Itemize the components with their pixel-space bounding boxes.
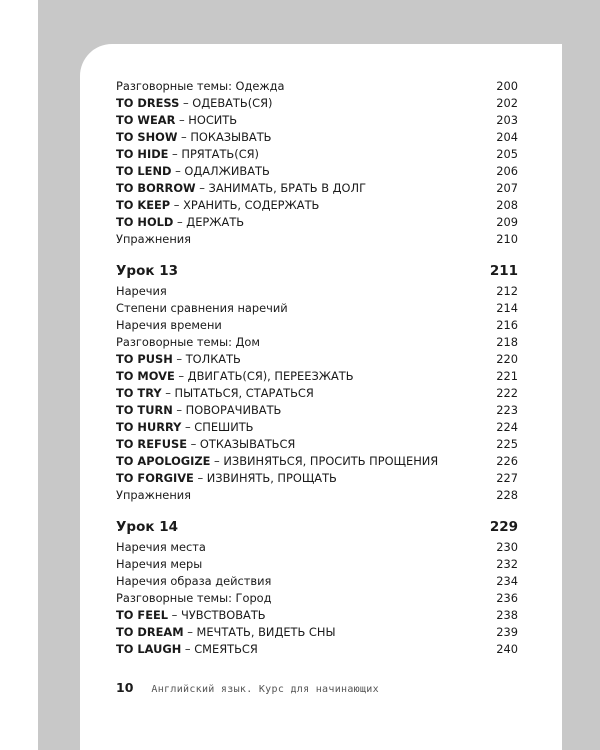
toc-entry-page-number: 223	[496, 403, 518, 417]
toc-entry-page-number: 204	[496, 130, 518, 144]
toc-entry[interactable]	[116, 590, 518, 607]
toc-entry[interactable]	[116, 283, 518, 300]
lesson-page-number: 229	[489, 519, 518, 535]
verb-term: TO LAUGH	[116, 642, 182, 656]
toc-entry[interactable]	[116, 573, 518, 590]
verb-term: TO DRESS	[116, 96, 180, 110]
verb-translation: – СМЕЯТЬСЯ	[181, 642, 258, 656]
toc-entry-page-number: 216	[496, 318, 518, 332]
toc-entry-page-number: 214	[496, 301, 518, 315]
toc-entry-page-number: 200	[496, 79, 518, 93]
toc-entry-page-number: 234	[496, 574, 518, 588]
toc-entry[interactable]	[116, 317, 518, 334]
verb-term: TO DREAM	[116, 625, 184, 639]
toc-entry[interactable]	[116, 556, 518, 573]
toc-entry[interactable]	[116, 146, 518, 163]
toc-entry[interactable]	[116, 300, 518, 317]
toc-entry-page-number: 206	[496, 164, 518, 178]
toc-entry-page-number: 212	[496, 284, 518, 298]
toc-entry-title: Наречия времени	[116, 318, 222, 332]
verb-term: TO FORGIVE	[116, 471, 194, 485]
verb-translation: – ОДЕВАТЬ(СЯ)	[179, 96, 273, 110]
toc-entry-page-number: 224	[496, 420, 518, 434]
toc-entry[interactable]	[116, 129, 518, 146]
toc-entry-page-number: 232	[496, 557, 518, 571]
toc-entry[interactable]	[116, 624, 518, 641]
toc-entry-page-number: 238	[496, 608, 518, 622]
verb-translation: – НОСИТЬ	[175, 113, 238, 127]
verb-term: TO BORROW	[116, 181, 196, 195]
toc-entry-title	[116, 214, 244, 231]
toc-entry-page-number: 202	[496, 96, 518, 110]
toc-entry[interactable]	[116, 180, 518, 197]
toc-entry-title: Упражнения	[116, 488, 192, 502]
verb-term: TO APOLOGIZE	[116, 454, 211, 468]
verb-term: TO PUSH	[116, 352, 173, 366]
toc-entry-page-number: 221	[496, 369, 518, 383]
toc-entry-title	[116, 129, 272, 146]
verb-term: TO LEND	[116, 164, 172, 178]
footer-book-title: Английский язык. Курс для начинающих	[151, 684, 379, 695]
toc-entry[interactable]	[116, 470, 518, 487]
verb-translation: – ИЗВИНЯТЬ, ПРОЩАТЬ	[193, 471, 337, 485]
toc-entry[interactable]	[116, 607, 518, 624]
toc-entry-title	[116, 453, 438, 470]
toc-entry[interactable]	[116, 436, 518, 453]
toc-entry-title: Наречия образа действия	[116, 574, 272, 588]
toc-entry[interactable]	[116, 214, 518, 231]
toc-entry[interactable]	[116, 351, 518, 368]
toc-entry-title	[116, 419, 254, 436]
verb-term: TO HOLD	[116, 215, 174, 229]
toc-entry-page-number: 209	[496, 215, 518, 229]
toc-entry-title: Наречия меры	[116, 557, 203, 571]
toc-entry-title	[116, 351, 241, 368]
verb-translation: – ЗАНИМАТЬ, БРАТЬ В ДОЛГ	[195, 181, 367, 195]
toc-entry[interactable]	[116, 231, 518, 248]
toc-entry-title: Степени сравнения наречий	[116, 301, 288, 315]
toc-entry[interactable]	[116, 487, 518, 504]
toc-entry-page-number: 203	[496, 113, 518, 127]
verb-translation: – ОДАЛЖИВАТЬ	[171, 164, 270, 178]
toc-entry-title	[116, 197, 319, 214]
toc-entry-page-number: 236	[496, 591, 518, 605]
table-of-contents	[116, 78, 518, 658]
lesson-page-number: 211	[489, 263, 518, 279]
toc-entry-title	[116, 368, 354, 385]
lesson-heading[interactable]	[116, 259, 518, 283]
toc-entry-page-number: 240	[496, 642, 518, 656]
toc-entry-title	[116, 470, 337, 487]
verb-term: TO TURN	[116, 403, 173, 417]
toc-entry-title	[116, 624, 336, 641]
verb-term: TO SHOW	[116, 130, 178, 144]
toc-entry-title	[116, 163, 270, 180]
verb-term: TO TRY	[116, 386, 162, 400]
toc-entry[interactable]	[116, 95, 518, 112]
toc-entry[interactable]	[116, 539, 518, 556]
toc-entry-page-number: 227	[496, 471, 518, 485]
toc-entry-page-number: 208	[496, 198, 518, 212]
toc-entry[interactable]	[116, 368, 518, 385]
section-gap	[116, 504, 518, 515]
verb-translation: – МЕЧТАТЬ, ВИДЕТЬ СНЫ	[183, 625, 336, 639]
verb-term: TO KEEP	[116, 198, 171, 212]
verb-translation: – ЧУВСТВОВАТЬ	[168, 608, 266, 622]
toc-entry[interactable]	[116, 641, 518, 658]
toc-entry[interactable]	[116, 453, 518, 470]
toc-entry-title: Разговорные темы: Дом	[116, 335, 260, 349]
lesson-title: Урок 14	[116, 519, 178, 535]
toc-entry[interactable]	[116, 402, 518, 419]
toc-entry-title: Разговорные темы: Город	[116, 591, 272, 605]
verb-term: TO FEEL	[116, 608, 169, 622]
toc-entry-title	[116, 607, 266, 624]
toc-entry-title	[116, 436, 295, 453]
verb-translation: – СПЕШИТЬ	[181, 420, 254, 434]
page-footer	[116, 680, 518, 695]
verb-term: TO REFUSE	[116, 437, 187, 451]
toc-entry-page-number: 210	[496, 232, 518, 246]
verb-translation: – ТОЛКАТЬ	[172, 352, 241, 366]
toc-entry-page-number: 239	[496, 625, 518, 639]
verb-term: TO HURRY	[116, 420, 182, 434]
toc-entry[interactable]	[116, 112, 518, 129]
toc-entry-title	[116, 146, 259, 163]
toc-entry-page-number: 218	[496, 335, 518, 349]
toc-entry-title	[116, 180, 366, 197]
toc-entry[interactable]	[116, 197, 518, 214]
toc-entry-page-number: 205	[496, 147, 518, 161]
toc-entry-page-number: 228	[496, 488, 518, 502]
verb-translation: – ПОКАЗЫВАТЬ	[177, 130, 272, 144]
verb-translation: – ПЫТАТЬСЯ, СТАРАТЬСЯ	[161, 386, 314, 400]
toc-entry-page-number: 222	[496, 386, 518, 400]
toc-entry-title	[116, 402, 281, 419]
toc-entry[interactable]	[116, 163, 518, 180]
toc-entry-title	[116, 641, 258, 658]
toc-entry[interactable]	[116, 419, 518, 436]
verb-translation: – ДЕРЖАТЬ	[173, 215, 245, 229]
toc-entry-page-number: 226	[496, 454, 518, 468]
verb-translation: – ПОВОРАЧИВАТЬ	[172, 403, 282, 417]
toc-entry-title: Наречия места	[116, 540, 206, 554]
toc-entry-page-number: 220	[496, 352, 518, 366]
toc-entry-title: Наречия	[116, 284, 167, 298]
verb-translation: – ОТКАЗЫВАТЬСЯ	[187, 437, 296, 451]
verb-translation: – ДВИГАТЬ(СЯ), ПЕРЕЕЗЖАТЬ	[174, 369, 354, 383]
toc-entry-page-number: 207	[496, 181, 518, 195]
toc-entry-page-number: 230	[496, 540, 518, 554]
footer-page-number: 10	[116, 680, 134, 695]
section-gap	[116, 248, 518, 259]
toc-entry-title: Упражнения	[116, 232, 192, 246]
verb-translation: – ИЗВИНЯТЬСЯ, ПРОСИТЬ ПРОЩЕНИЯ	[210, 454, 439, 468]
toc-entry[interactable]	[116, 334, 518, 351]
toc-entry-title	[116, 385, 314, 402]
verb-translation: – ПРЯТАТЬ(СЯ)	[168, 147, 260, 161]
toc-entry[interactable]	[116, 385, 518, 402]
book-page	[80, 44, 562, 750]
lesson-title: Урок 13	[116, 263, 178, 279]
verb-term: TO HIDE	[116, 147, 169, 161]
toc-entry-title: Разговорные темы: Одежда	[116, 79, 285, 93]
toc-entry[interactable]	[116, 78, 518, 95]
toc-entry-title	[116, 95, 272, 112]
verb-term: TO WEAR	[116, 113, 176, 127]
toc-entry-title	[116, 112, 237, 129]
verb-translation: – ХРАНИТЬ, СОДЕРЖАТЬ	[170, 198, 320, 212]
verb-term: TO MOVE	[116, 369, 175, 383]
toc-entry-page-number: 225	[496, 437, 518, 451]
lesson-heading[interactable]	[116, 515, 518, 539]
